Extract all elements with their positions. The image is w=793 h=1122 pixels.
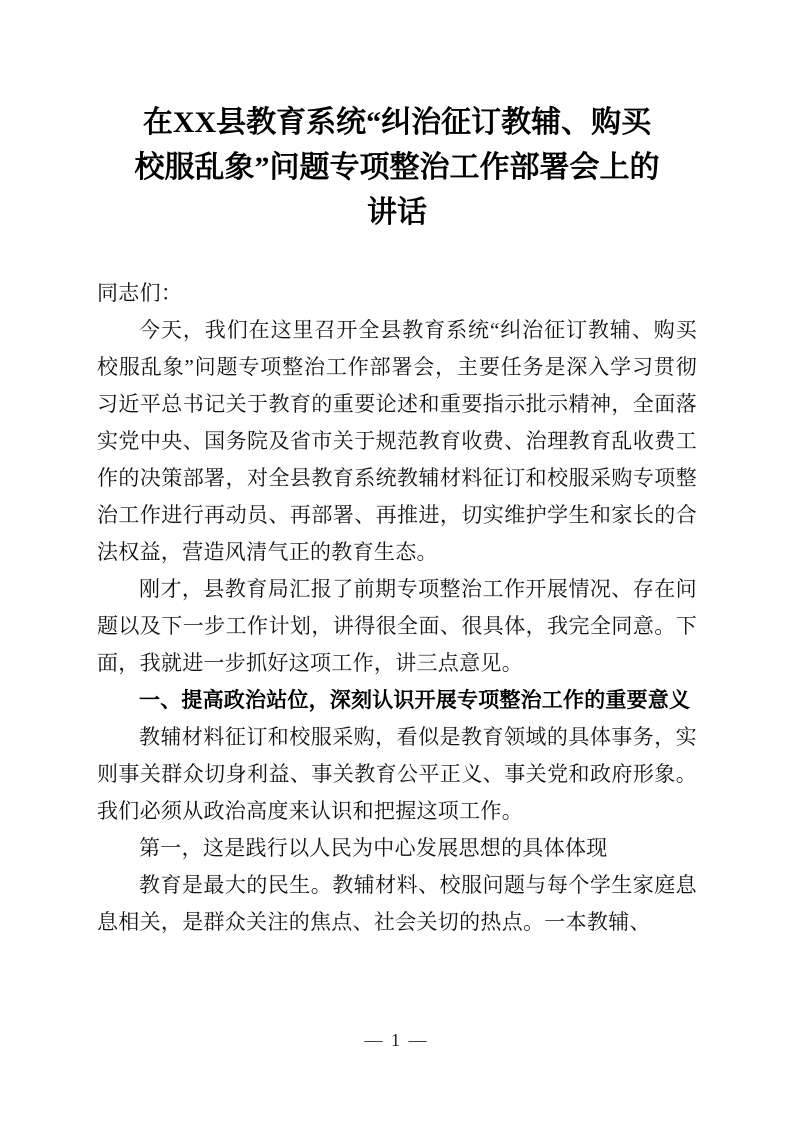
title-line-3: 讲话 [367, 196, 427, 229]
document-content [97, 100, 697, 941]
section-heading-one: 一、提高政治站位，深刻认识开展专项整治工作的重要意义 [139, 689, 691, 712]
paragraph-report-summary: 刚才，县教育局汇报了前期专项整治工作开展情况、存在问题以及下一步工作计划，讲得很全面、很具体，我完全同意。下面，我就进一步抓好这项工作，讲三点意见。 [97, 577, 697, 675]
title-line-2: 校服乱象”问题专项整治工作部署会上的 [134, 151, 660, 184]
section-one-paragraph-2: 教育是最大的民生。教辅材料、校服问题与每个学生家庭息息相关，是群众关注的焦点、社会关切的热点。一本教辅、 [97, 873, 697, 934]
section-one-paragraph-1: 教辅材料征订和校服采购，看似是教育领域的具体事务，实则事关群众切身利益、事关教育公平正义、事关党和政府形象。我们必须从政治高度来认识和把握这项工作。 [97, 725, 697, 823]
paragraph-intro: 今天，我们在这里召开全县教育系统“纠治征订教辅、购买校服乱象”问题专项整治工作部署会，主要任务是深入学习贯彻习近平总书记关于教育的重要论述和重要指示批示精神，全面落实党中央、国务院及省市关于规范教育收费、治理教育乱收费工作的决策部署，对全县教育系统教辅材料征订和校服采购专项整治工作进行再动员、再部署、再推进，切实维护学生和家长的合法权益，营造风清气正的教育生态。 [97, 318, 697, 564]
page-number-footer: — 1 — [364, 1030, 429, 1050]
document-body [97, 275, 697, 941]
section-one-subheading-first: 第一，这是践行以人民为中心发展思想的具体体现 [139, 836, 608, 860]
title-line-1: 在XX县教育系统“纠治征订教辅、购买 [142, 106, 652, 139]
page-title [97, 100, 697, 235]
salutation: 同志们： [97, 281, 183, 305]
